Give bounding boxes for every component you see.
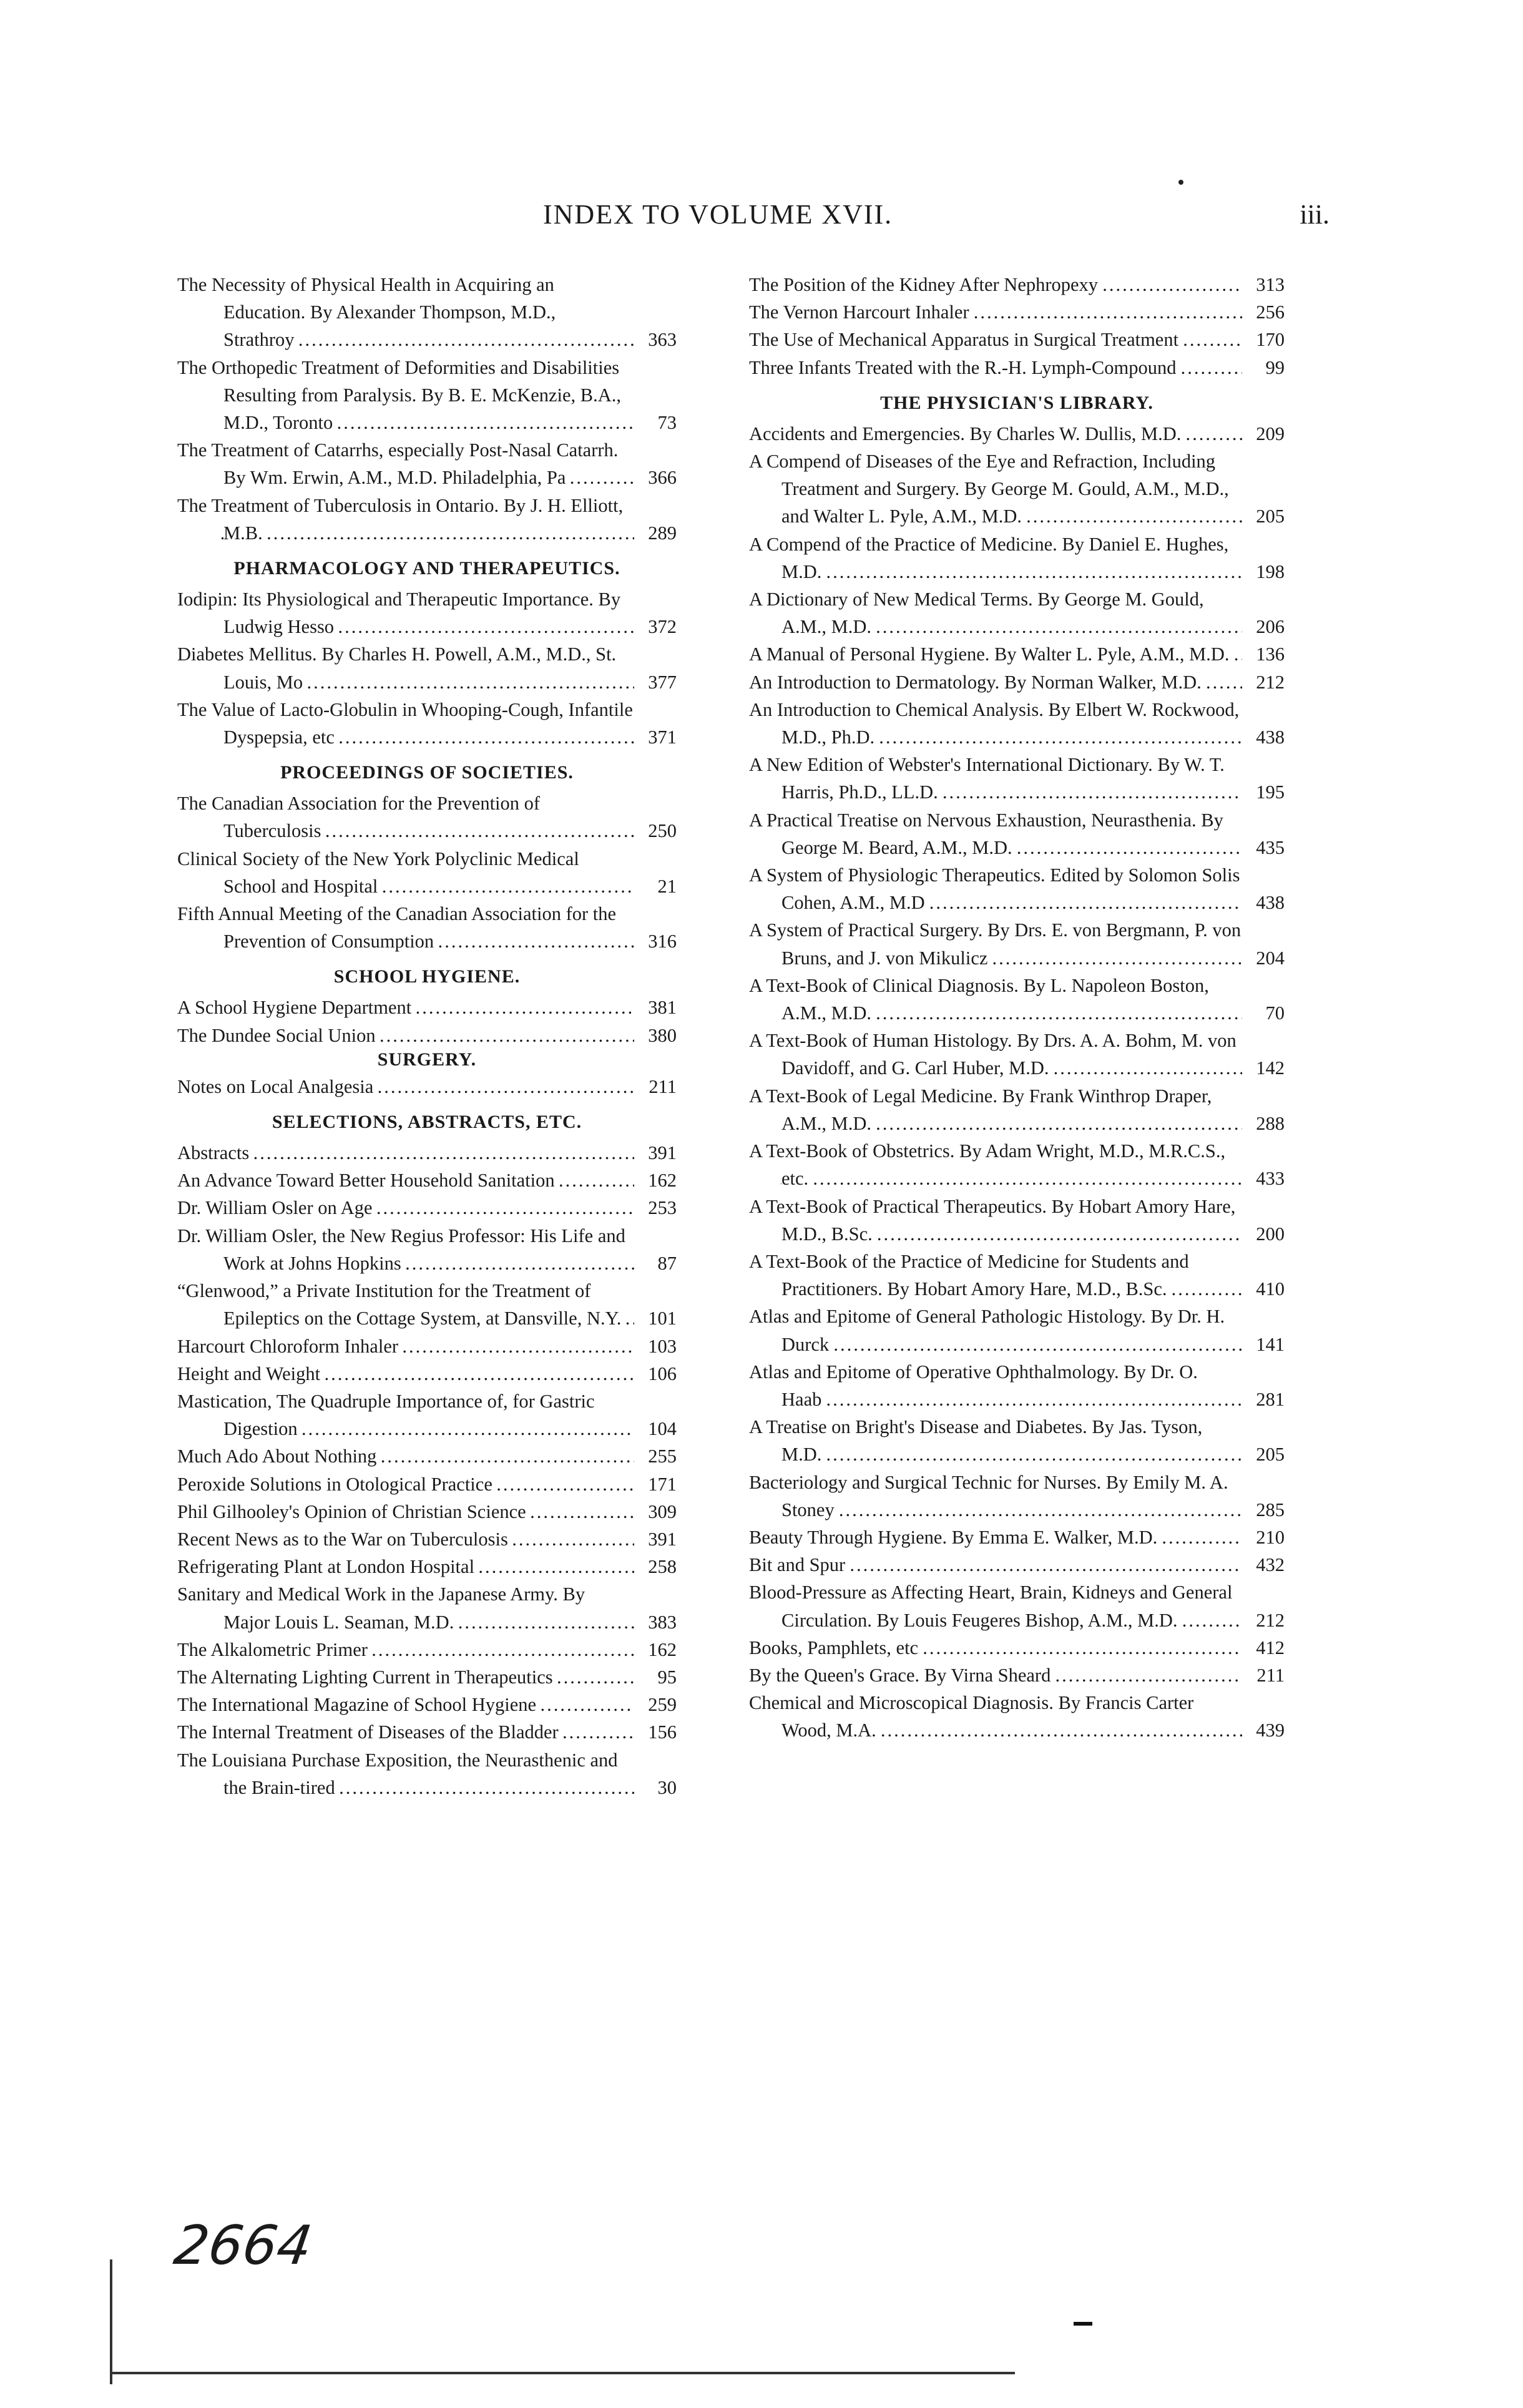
entry-page-number: 391 xyxy=(648,1142,677,1164)
entry-title xyxy=(177,1663,634,1691)
section-heading: THE PHYSICIAN'S LIBRARY. xyxy=(880,392,1153,413)
entry-page-number: 289 xyxy=(648,522,677,544)
entry-title-text: Much Ado About Nothing xyxy=(177,1446,380,1467)
entry-title xyxy=(749,298,1242,326)
entry-title xyxy=(177,900,634,955)
index-entry xyxy=(177,1167,677,1194)
entry-title xyxy=(177,1139,634,1167)
entry-page-number: 103 xyxy=(648,1335,677,1357)
index-entry xyxy=(177,900,677,955)
entry-page-number: 281 xyxy=(1256,1388,1285,1410)
entry-title xyxy=(177,436,634,491)
entry-title xyxy=(177,994,634,1021)
right-column xyxy=(749,271,1285,1745)
entry-page-number: 136 xyxy=(1256,644,1285,665)
index-entry xyxy=(177,1471,677,1498)
entry-title-text: An Advance Toward Better Household Sanitation xyxy=(177,1170,559,1191)
index-entry xyxy=(749,1303,1285,1358)
entry-title xyxy=(749,1578,1242,1633)
index-entry xyxy=(177,1580,677,1635)
entry-page-number: 104 xyxy=(648,1418,677,1440)
index-entry xyxy=(177,1139,677,1167)
index-entry xyxy=(177,994,677,1021)
entry-page-number: 381 xyxy=(648,997,677,1019)
entry-title xyxy=(177,1388,634,1442)
entry-title-text: Notes on Local Analgesia xyxy=(177,1076,377,1097)
entry-title-text: Sanitary and Medical Work in the Japanese Army. By Major Louis L. Seaman, M.D. xyxy=(177,1583,585,1633)
index-entry xyxy=(749,1578,1285,1633)
entry-title xyxy=(749,1137,1242,1192)
index-entry xyxy=(749,1137,1285,1192)
entry-page-number: 205 xyxy=(1256,1444,1285,1466)
index-entry xyxy=(177,1691,677,1718)
entry-title xyxy=(177,1636,634,1663)
entry-title-text: Atlas and Epitome of General Pathologic Histology. By Dr. H. Durck xyxy=(749,1306,1225,1355)
index-entry xyxy=(177,1022,677,1049)
entry-page-number: 309 xyxy=(648,1500,677,1522)
entry-title xyxy=(749,640,1242,668)
entry-title-text: A Text-Book of the Practice of Medicine for Students and Practitioners. By Hobart Amory Hare, M.D., B.Sc. xyxy=(749,1250,1189,1300)
entry-title-text: Phil Gilhooley's Opinion of Christian Science xyxy=(177,1501,530,1522)
index-entry xyxy=(749,1082,1285,1137)
entry-page-number: 377 xyxy=(648,671,677,693)
entry-title xyxy=(749,531,1242,585)
entry-title-text: A System of Physiologic Therapeutics. Edited by Solomon Solis Cohen, A.M., M.D xyxy=(749,864,1240,914)
entry-title xyxy=(749,1248,1242,1303)
entry-title xyxy=(749,1027,1242,1082)
entry-page-number: 73 xyxy=(657,412,677,434)
entry-title-text: The Canadian Association for the Prevention of Tuberculosis xyxy=(177,793,541,842)
entry-title-text: A Compend of Diseases of the Eye and Refraction, Including Treatment and Surgery. By George M. Gould, A.M., M.D., and Walter L. Pyle, A.M., M.D. xyxy=(749,451,1229,527)
entry-title xyxy=(749,420,1242,448)
entry-title-text: Three Infants Treated with the R.-H. Lymph-Compound xyxy=(749,357,1180,378)
entry-page-number: 101 xyxy=(648,1308,677,1329)
entry-title-text: Beauty Through Hygiene. By Emma E. Walker, M.D. xyxy=(749,1527,1161,1548)
entry-title-text: A New Edition of Webster's International Dictionary. By W. T. Harris, Ph.D., LL.D. xyxy=(749,754,1225,803)
index-entry xyxy=(749,806,1285,861)
entry-page-number: 438 xyxy=(1256,892,1285,914)
entry-title-text: Clinical Society of the New York Polyclinic Medical School and Hospital xyxy=(177,848,579,897)
entry-page-number: 210 xyxy=(1256,1526,1285,1548)
entry-title xyxy=(177,1498,634,1525)
section-heading: SCHOOL HYGIENE. xyxy=(333,966,521,987)
entry-title-text: A School Hygiene Department xyxy=(177,997,415,1018)
entry-title-text: The Louisiana Purchase Exposition, the Neurasthenic and the Brain-tired xyxy=(177,1749,618,1798)
entry-title-text: Fifth Annual Meeting of the Canadian Association for the Prevention of Consumption xyxy=(177,903,617,952)
index-entry xyxy=(749,640,1285,668)
index-entry xyxy=(749,298,1285,326)
entry-page-number: 99 xyxy=(1265,356,1285,378)
entry-page-number: 142 xyxy=(1256,1057,1285,1079)
index-entry xyxy=(177,271,677,354)
entry-title-text: The International Magazine of School Hygiene xyxy=(177,1694,540,1715)
entry-title-text: The Internal Treatment of Diseases of the Bladder xyxy=(177,1721,562,1743)
entry-page-number: 259 xyxy=(648,1694,677,1716)
entry-page-number: 371 xyxy=(648,727,677,748)
entry-page-number: 211 xyxy=(1256,1664,1285,1686)
entry-title-text: Peroxide Solutions in Otological Practice xyxy=(177,1474,496,1495)
entry-title xyxy=(177,1222,634,1277)
index-entry xyxy=(177,1222,677,1277)
entry-title xyxy=(749,916,1242,971)
entry-title-text: Recent News as to the War on Tuberculosis xyxy=(177,1529,512,1550)
entry-page-number: 432 xyxy=(1256,1554,1285,1576)
entry-page-number: 156 xyxy=(648,1721,677,1743)
index-entry xyxy=(749,326,1285,353)
entry-title xyxy=(177,492,634,547)
section-heading: SURGERY. xyxy=(377,1049,477,1070)
entry-page-number: 95 xyxy=(657,1666,677,1688)
entry-page-number: 171 xyxy=(648,1473,677,1495)
entry-title xyxy=(749,354,1242,381)
index-entry xyxy=(749,420,1285,448)
entry-page-number: 209 xyxy=(1256,423,1285,444)
entry-title-text: Books, Pamphlets, etc xyxy=(749,1637,922,1658)
index-entry xyxy=(177,1525,677,1553)
page-header xyxy=(543,198,1330,236)
entry-title-text: Atlas and Epitome of Operative Ophthalmology. By Dr. O. Haab xyxy=(749,1361,1198,1410)
entry-title-text: The Position of the Kidney After Nephropexy xyxy=(749,274,1102,295)
entry-title-text: By the Queen's Grace. By Virna Sheard xyxy=(749,1665,1054,1686)
entry-page-number: 204 xyxy=(1256,947,1285,969)
scan-margin-line xyxy=(110,2259,112,2384)
index-entry xyxy=(749,916,1285,971)
entry-title-text: The Vernon Harcourt Inhaler xyxy=(749,301,973,323)
entry-title xyxy=(749,806,1242,861)
entry-title-text: The Value of Lacto-Globulin in Whooping-Cough, Infantile Dyspepsia, etc xyxy=(177,698,633,748)
entry-title xyxy=(177,696,634,751)
entry-title-text: Height and Weight xyxy=(177,1363,324,1384)
entry-page-number: 255 xyxy=(648,1446,677,1467)
entry-title-text: A Text-Book of Human Histology. By Drs. A. A. Bohm, M. von Davidoff, and G. Carl Huber, M.D. xyxy=(749,1030,1237,1079)
entry-title xyxy=(177,1471,634,1498)
entry-title xyxy=(749,1469,1242,1524)
entry-title-text: A Text-Book of Clinical Diagnosis. By L. Napoleon Boston, A.M., M.D. xyxy=(749,974,1209,1024)
index-entry xyxy=(177,790,677,844)
entry-title xyxy=(177,585,634,640)
index-entry xyxy=(749,448,1285,531)
entry-title-text: Dr. William Osler on Age xyxy=(177,1197,376,1218)
entry-page-number: 313 xyxy=(1256,274,1285,295)
entry-title-text: The Alternating Lighting Current in Therapeutics xyxy=(177,1667,557,1688)
index-entry xyxy=(749,1413,1285,1468)
entry-title xyxy=(177,1580,634,1635)
entry-page-number: 258 xyxy=(648,1556,677,1578)
index-entry xyxy=(749,861,1285,916)
index-entry xyxy=(749,1358,1285,1413)
index-entry xyxy=(177,354,677,437)
index-entry xyxy=(177,845,677,900)
entry-page-number: 205 xyxy=(1256,506,1285,527)
entry-page-number: 21 xyxy=(657,875,677,897)
entry-title xyxy=(749,668,1242,696)
entry-title xyxy=(749,1634,1242,1662)
entry-page-number: 87 xyxy=(657,1252,677,1274)
entry-page-number: 170 xyxy=(1256,329,1285,351)
entry-title-text: Accidents and Emergencies. By Charles W. Dullis, M.D. xyxy=(749,423,1185,444)
index-entry xyxy=(177,1360,677,1388)
entry-page-number: 206 xyxy=(1256,616,1285,638)
entry-title xyxy=(749,696,1242,751)
entry-title-text: Harcourt Chloroform Inhaler xyxy=(177,1336,402,1357)
index-entry xyxy=(177,492,677,547)
index-entry xyxy=(177,696,677,751)
index-entry xyxy=(749,1469,1285,1524)
entry-title xyxy=(177,1277,634,1332)
index-entry xyxy=(177,1388,677,1442)
entry-title xyxy=(177,1073,634,1100)
entry-title xyxy=(177,845,634,900)
entry-page-number: 391 xyxy=(648,1528,677,1550)
entry-page-number: 253 xyxy=(648,1197,677,1219)
index-entry xyxy=(177,640,677,695)
entry-title xyxy=(177,1691,634,1718)
index-entry xyxy=(177,1663,677,1691)
entry-title xyxy=(177,271,634,354)
entry-page-number: 366 xyxy=(648,467,677,489)
entry-page-number: 433 xyxy=(1256,1168,1285,1190)
page-number: iii. xyxy=(1300,199,1330,230)
entry-title xyxy=(177,1333,634,1360)
entry-title-text: A Text-Book of Legal Medicine. By Frank Winthrop Draper, A.M., M.D. xyxy=(749,1085,1212,1134)
entry-title-text: The Treatment of Catarrhs, especially Post-Nasal Catarrh. By Wm. Erwin, A.M., M.D. Philadelphia, Pa xyxy=(177,439,619,489)
entry-title-text: Refrigerating Plant at London Hospital xyxy=(177,1556,478,1577)
section-heading: PHARMACOLOGY AND THERAPEUTICS. xyxy=(233,558,620,579)
section-heading: PROCEEDINGS OF SOCIETIES. xyxy=(280,762,574,783)
entry-title-text: A Text-Book of Practical Therapeutics. By Hobart Amory Hare, M.D., B.Sc. xyxy=(749,1195,1236,1245)
index-entry xyxy=(749,751,1285,806)
entry-title xyxy=(177,1442,634,1470)
entry-title-text: Chemical and Microscopical Diagnosis. By Francis Carter Wood, M.A. xyxy=(749,1692,1194,1741)
entry-title-text: The Dundee Social Union xyxy=(177,1025,380,1046)
entry-page-number: 438 xyxy=(1256,727,1285,748)
entry-title xyxy=(749,1689,1242,1744)
printed-dot xyxy=(1178,180,1183,185)
entry-title xyxy=(177,1194,634,1221)
index-entry xyxy=(177,1073,677,1100)
index-entry xyxy=(749,1027,1285,1082)
entry-title xyxy=(749,1551,1242,1578)
entry-title-text: The Orthopedic Treatment of Deformities and Disabilities Resulting from Paralysis. By B. E. McKenzie, B.A., M.D., Toronto xyxy=(177,356,622,434)
index-entry xyxy=(177,1333,677,1360)
entry-title xyxy=(749,751,1242,806)
entry-page-number: 250 xyxy=(648,820,677,842)
entry-title xyxy=(177,1167,634,1194)
entry-title-text: A Manual of Personal Hygiene. By Walter L. Pyle, A.M., M.D. xyxy=(749,644,1233,665)
entry-page-number: 439 xyxy=(1256,1720,1285,1741)
entry-title xyxy=(749,1193,1242,1248)
entry-page-number: 162 xyxy=(648,1638,677,1660)
entry-title-text: A Compend of the Practice of Medicine. By Daniel E. Hughes, M.D. xyxy=(749,533,1229,582)
entry-title-text: A Dictionary of New Medical Terms. By George M. Gould, A.M., M.D. xyxy=(749,589,1204,638)
entry-title xyxy=(749,1303,1242,1358)
index-entry xyxy=(749,1524,1285,1551)
entry-title-text: A Practical Treatise on Nervous Exhaustion, Neurasthenia. By George M. Beard, A.M., M.D. xyxy=(749,809,1223,858)
entry-page-number: 372 xyxy=(648,616,677,638)
index-entry xyxy=(749,531,1285,585)
index-entry xyxy=(749,1689,1285,1744)
entry-title-text: Bacteriology and Surgical Technic for Nurses. By Emily M. A. Stoney xyxy=(749,1471,1228,1520)
entry-page-number: 198 xyxy=(1256,560,1285,582)
entry-page-number: 363 xyxy=(648,329,677,351)
entry-page-number: 316 xyxy=(648,931,677,952)
index-entry xyxy=(177,436,677,491)
entry-page-number: 30 xyxy=(657,1776,677,1798)
entry-page-number: 380 xyxy=(648,1024,677,1046)
entry-page-number: 195 xyxy=(1256,781,1285,803)
entry-page-number: 410 xyxy=(1256,1278,1285,1300)
running-title: INDEX TO VOLUME XVII. xyxy=(543,199,893,230)
entry-page-number: 288 xyxy=(1256,1112,1285,1134)
entry-title xyxy=(749,448,1242,531)
entry-page-number: 211 xyxy=(649,1075,677,1097)
entry-title xyxy=(749,972,1242,1027)
entry-title-text: Bit and Spur xyxy=(749,1554,849,1575)
index-entry xyxy=(749,668,1285,696)
index-entry xyxy=(177,1718,677,1746)
section-heading: SELECTIONS, ABSTRACTS, ETC. xyxy=(272,1112,582,1133)
index-entry xyxy=(749,271,1285,298)
entry-page-number: 383 xyxy=(648,1611,677,1633)
entry-title-text: Abstracts xyxy=(177,1142,253,1163)
scan-bottom-line xyxy=(110,2372,1015,2374)
entry-page-number: 435 xyxy=(1256,836,1285,858)
entry-title xyxy=(749,1662,1242,1689)
entry-page-number: 162 xyxy=(648,1170,677,1192)
index-entry xyxy=(749,972,1285,1027)
entry-page-number: 212 xyxy=(1256,671,1285,693)
entry-title-text: The Use of Mechanical Apparatus in Surgical Treatment xyxy=(749,329,1182,350)
entry-title-text: A Treatise on Bright's Disease and Diabetes. By Jas. Tyson, M.D. xyxy=(749,1416,1203,1466)
entry-page-number: 70 xyxy=(1265,1002,1285,1024)
entry-title xyxy=(177,1360,634,1388)
entry-title xyxy=(177,1553,634,1580)
entry-page-number: 256 xyxy=(1256,301,1285,323)
index-entry xyxy=(177,1442,677,1470)
index-entry xyxy=(749,1193,1285,1248)
handwritten-note: 2664 xyxy=(170,2215,316,2277)
index-entry xyxy=(749,1662,1285,1689)
left-column xyxy=(177,271,677,1801)
entry-title-text: Diabetes Mellitus. By Charles H. Powell, A.M., M.D., St. Louis, Mo xyxy=(177,644,617,693)
index-entry xyxy=(177,1277,677,1332)
entry-title xyxy=(749,1413,1242,1468)
entry-title-text: The Necessity of Physical Health in Acquiring an Education. By Alexander Thompson, M.D., Strathroy xyxy=(177,274,556,351)
index-entry xyxy=(749,696,1285,751)
entry-title xyxy=(749,1082,1242,1137)
entry-title xyxy=(177,1718,634,1746)
entry-page-number: 412 xyxy=(1256,1637,1285,1658)
entry-title-text: Iodipin: Its Physiological and Therapeutic Importance. By Ludwig Hesso xyxy=(177,589,621,638)
entry-title-text: An Introduction to Chemical Analysis. By Elbert W. Rockwood, M.D., Ph.D. xyxy=(749,698,1240,748)
entry-page-number: 141 xyxy=(1256,1333,1285,1355)
index-entry xyxy=(177,585,677,640)
entry-title-text: The Alkalometric Primer xyxy=(177,1639,371,1660)
entry-title-text: Blood-Pressure as Affecting Heart, Brain, Kidneys and General Circulation. By Louis Feugeres Bishop, A.M., M.D. xyxy=(749,1582,1233,1631)
entry-page-number: 285 xyxy=(1256,1499,1285,1520)
index-entry xyxy=(749,1634,1285,1662)
entry-title xyxy=(177,354,634,437)
entry-title xyxy=(177,1022,634,1049)
entry-title-text: “Glenwood,” a Private Institution for the Treatment of Epileptics on the Cottage System, at Dansville, N.Y. xyxy=(177,1280,625,1329)
entry-page-number: 106 xyxy=(648,1363,677,1384)
ink-mark xyxy=(1074,2322,1092,2326)
entry-title xyxy=(749,861,1242,916)
index-entry xyxy=(177,1746,677,1801)
entry-title xyxy=(177,640,634,695)
entry-title-text: Mastication, The Quadruple Importance of, for Gastric Digestion xyxy=(177,1390,595,1440)
index-entry xyxy=(177,1636,677,1663)
entry-title xyxy=(177,1746,634,1801)
entry-page-number: 212 xyxy=(1256,1609,1285,1631)
entry-title xyxy=(177,790,634,844)
entry-title xyxy=(749,1524,1242,1551)
entry-title xyxy=(749,585,1242,640)
index-entry xyxy=(749,354,1285,381)
index-entry xyxy=(177,1498,677,1525)
index-entry xyxy=(749,585,1285,640)
entry-title xyxy=(749,326,1242,353)
entry-title-text: An Introduction to Dermatology. By Norman Walker, M.D. xyxy=(749,672,1205,693)
entry-title xyxy=(749,1358,1242,1413)
index-entry xyxy=(177,1553,677,1580)
entry-title xyxy=(749,271,1242,298)
entry-page-number: 200 xyxy=(1256,1223,1285,1245)
entry-title-text: A Text-Book of Obstetrics. By Adam Wright, M.D., M.R.C.S., etc. xyxy=(749,1140,1226,1190)
entry-title-text: A System of Practical Surgery. By Drs. E. von Bergmann, P. von Bruns, and J. von Mikulicz xyxy=(749,919,1241,969)
entry-title-text: Dr. William Osler, the New Regius Professor: His Life and Work at Johns Hopkins xyxy=(177,1225,625,1274)
index-entry xyxy=(177,1194,677,1221)
index-entry xyxy=(749,1248,1285,1303)
entry-title xyxy=(177,1525,634,1553)
entry-title-text: The Treatment of Tuberculosis in Ontario. By J. H. Elliott, M.B. xyxy=(177,494,624,544)
index-entry xyxy=(749,1551,1285,1578)
